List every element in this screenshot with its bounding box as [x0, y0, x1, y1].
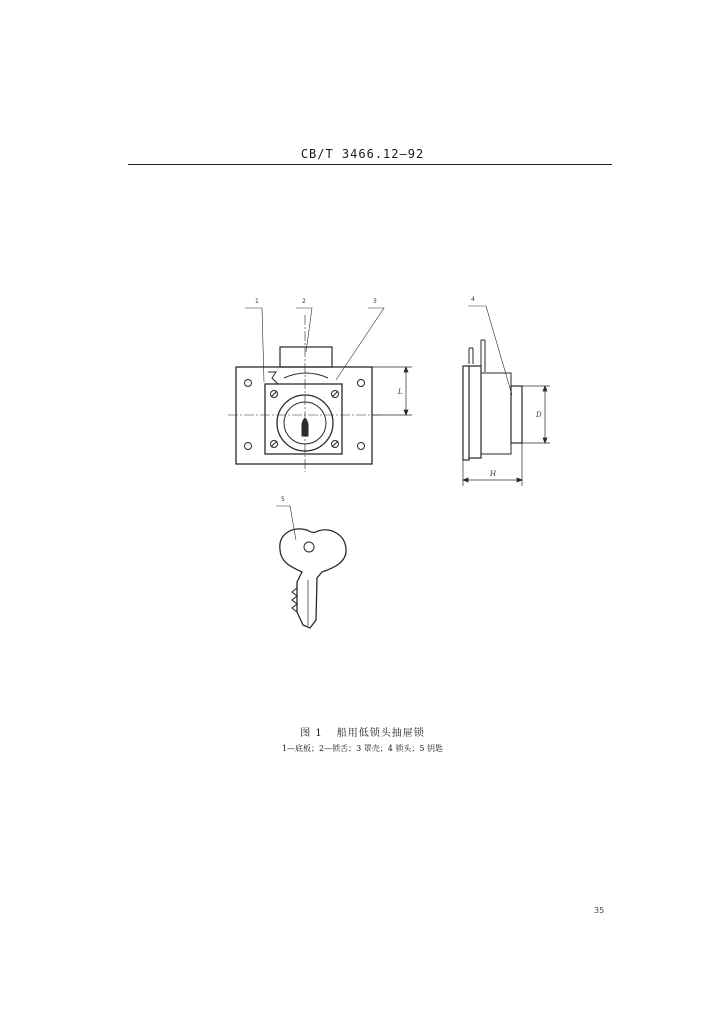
mount-hole: [358, 380, 365, 387]
callout-3: 3: [373, 298, 377, 305]
case-screw: [332, 391, 339, 398]
standard-code: CB/T 3466.12—92: [300, 147, 425, 161]
front-view: [228, 308, 412, 472]
bolt-arc: [284, 373, 328, 378]
dimension-label-H: H: [490, 470, 497, 478]
case-notch: [268, 372, 278, 384]
mount-hole: [245, 380, 252, 387]
figure-number: 图 1: [300, 728, 323, 739]
case-screw: [271, 391, 278, 398]
callout-leaders: [245, 308, 384, 382]
case-screw: [332, 441, 339, 448]
mount-hole: [245, 443, 252, 450]
figure-caption: [0, 724, 725, 739]
key-teeth: [292, 588, 297, 612]
callout-5: 5: [281, 496, 285, 503]
dimension-label-D: D: [536, 411, 542, 419]
case-screw: [271, 441, 278, 448]
callout-4: 4: [471, 296, 475, 303]
callout-2: 2: [302, 298, 306, 305]
mount-hole: [358, 443, 365, 450]
side-view: [463, 306, 550, 486]
dimension-label-L: L: [398, 388, 403, 396]
callout-1: 1: [255, 298, 259, 305]
plate-profile: [463, 366, 469, 460]
key-hole: [304, 542, 314, 552]
figure-title: 船用低锁头抽屉锁: [336, 728, 425, 739]
dimension-L: [372, 367, 412, 415]
center-lines: [228, 315, 385, 472]
key-drawing: [276, 506, 346, 628]
lock-body-profile: [481, 373, 511, 454]
page-number: 35: [594, 906, 605, 915]
figure-legend: 1—底板；2—锁舌；3 罩壳；4 锁头；5 钥匙: [281, 744, 444, 753]
base-plate: [236, 367, 372, 464]
dimension-H: [463, 443, 522, 486]
cylinder-profile: [511, 386, 522, 443]
